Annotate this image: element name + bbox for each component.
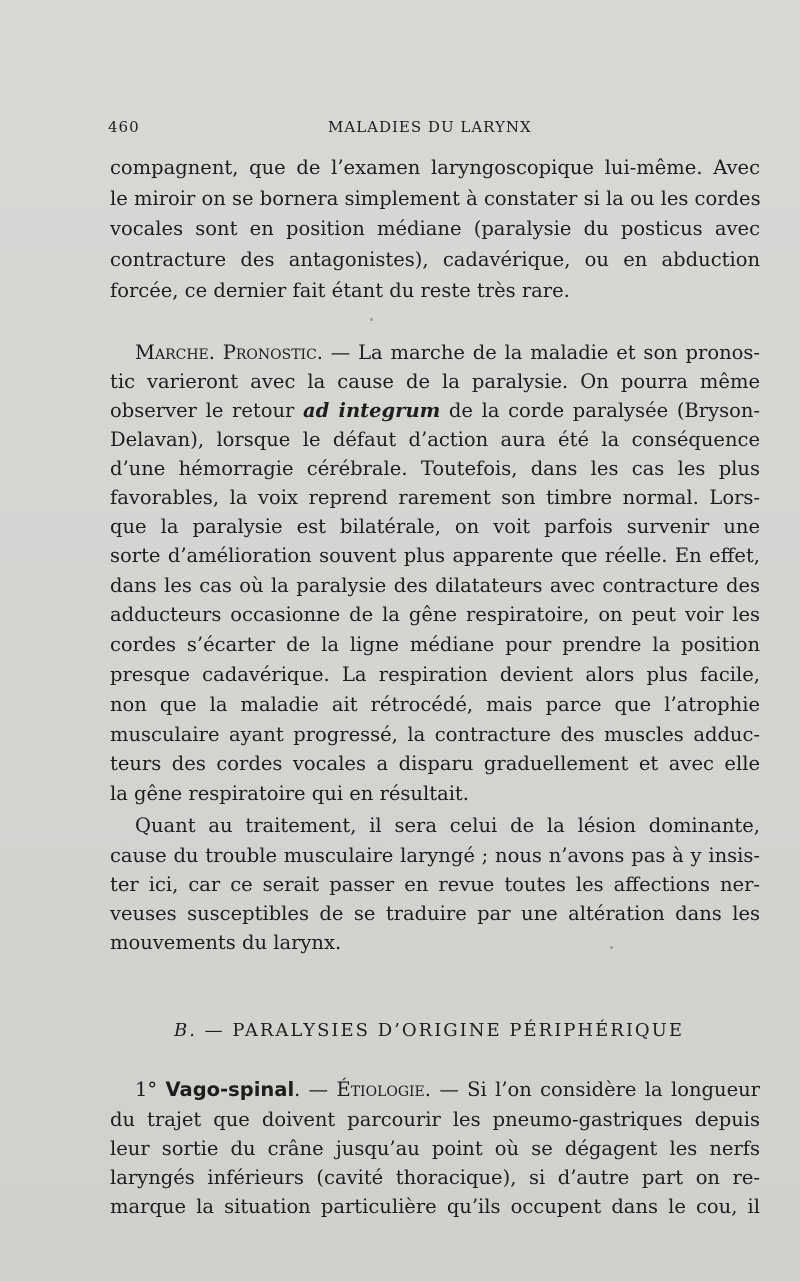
etiologie-heading: Étiologie. — [336, 1078, 431, 1101]
marche-line3-start: observer le retour — [110, 399, 304, 422]
text-line: favorables, la voix reprend rarement son timbre normal. Lors- — [110, 486, 760, 509]
marche-heading: Marche. Pronostic. — [135, 341, 323, 364]
text-line: sorte d’amélioration souvent plus apparente que réelle. En effet, — [110, 544, 760, 567]
paper-speck — [370, 318, 373, 321]
text-line: non que la maladie ait rétrocédé, mais parce que l’atrophie — [110, 693, 760, 716]
text-line: dans les cas où la paralysie des dilatateurs avec contracture des — [110, 574, 760, 597]
marche-line3-end: de la corde paralysée (Bryson- — [440, 399, 760, 422]
text-line: forcée, ce dernier fait étant du reste très rare. — [110, 279, 570, 302]
text-line: la gêne respiratoire qui en résultait. — [110, 782, 469, 805]
text-line: compagnent, que de l’examen laryngoscopique lui-même. Avec — [110, 156, 760, 179]
text-line: musculaire ayant progressé, la contracture des muscles adduc- — [110, 723, 760, 746]
text-line: Delavan), lorsque le défaut d’action aura été la conséquence — [110, 428, 760, 451]
text-line: tic varieront avec la cause de la paralysie. On pourra même — [110, 370, 760, 393]
vago-title: Vago-spinal — [165, 1078, 295, 1101]
marche-line1-rest: — La marche de la maladie et son pronos- — [323, 341, 760, 364]
text-line: ter ici, car ce serait passer en revue toutes les affections ner- — [110, 873, 760, 896]
paper-speck — [610, 946, 613, 949]
text-line — [110, 401, 760, 421]
text-line: laryngés inférieurs (cavité thoracique), si d’autre part on re- — [110, 1166, 760, 1189]
text-line: contracture des antagonistes), cadavérique, ou en abduction — [110, 248, 760, 271]
running-header — [108, 118, 768, 144]
text-line: d’une hémorragie cérébrale. Toutefois, dans les cas les plus — [110, 457, 760, 480]
running-title: MALADIES DU LARYNX — [328, 118, 532, 136]
section-letter: B. — [174, 1020, 197, 1041]
text-line: Quant au traitement, il sera celui de la lésion dominante, — [135, 814, 760, 837]
text-line: cordes s’écarter de la ligne médiane pour prendre la position — [110, 633, 760, 656]
section-heading — [174, 1020, 684, 1041]
text-line: veuses susceptibles de se traduire par une altération dans les — [110, 902, 760, 925]
text-line: le miroir on se bornera simplement à constater si la ou les cordes — [110, 187, 761, 210]
text-line: mouvements du larynx. — [110, 931, 342, 954]
vago-first-line — [135, 1080, 760, 1100]
text-line: leur sortie du crâne jusqu’au point où se dégagent les nerfs — [110, 1137, 760, 1160]
text-line: marque la situation particulière qu’ils occupent dans le cou, il — [110, 1195, 760, 1218]
text-line: presque cadavérique. La respiration devient alors plus facile, — [110, 663, 760, 686]
section-title: — PARALYSIES D’ORIGINE PÉRIPHÉRIQUE — [196, 1020, 684, 1041]
text-line: que la paralysie est bilatérale, on voit parfois survenir une — [110, 515, 760, 538]
text-line: adducteurs occasionne de la gêne respiratoire, on peut voir les — [110, 603, 760, 626]
text-line: teurs des cordes vocales a disparu graduellement et avec elle — [110, 752, 760, 775]
vago-line1-rest: — Si l’on considère la longueur — [430, 1078, 760, 1101]
vago-dash: . — — [294, 1078, 337, 1101]
ad-integrum-italic: ad integrum — [303, 399, 441, 422]
vago-number: 1° — [135, 1078, 158, 1101]
marche-first-line — [135, 343, 760, 363]
text-line: vocales sont en position médiane (paralysie du posticus avec — [110, 217, 760, 240]
text-line: du trajet que doivent parcourir les pneumo-gastriques depuis — [110, 1108, 760, 1131]
page-number: 460 — [108, 118, 140, 136]
text-line: cause du trouble musculaire laryngé ; nous n’avons pas à y insis- — [110, 844, 760, 867]
